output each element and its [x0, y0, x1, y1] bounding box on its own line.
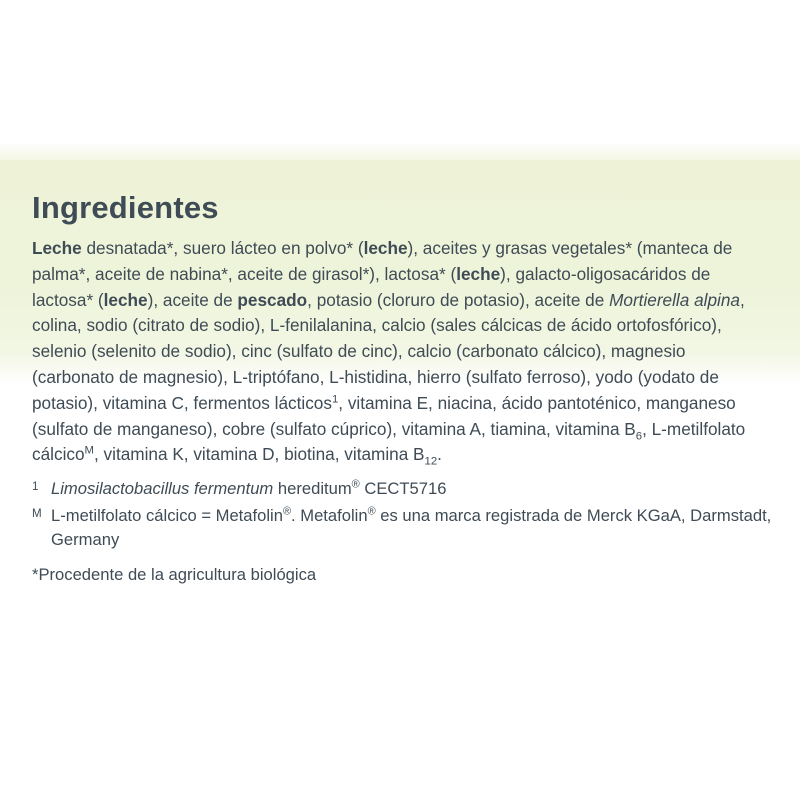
organic-origin-note: *Procedente de la agricultura biológica	[32, 564, 317, 584]
page-title: Ingredientes	[32, 190, 219, 225]
footnote-marker: 1	[32, 480, 39, 494]
ingredients-block	[32, 236, 772, 587]
footnotes-list	[32, 477, 772, 553]
footnote-item	[32, 504, 772, 553]
footnote-text-m: L-metilfolato cálcico = Metafolin®. Metafolin® es una marca registrada de Merck KGaA, Darmstadt, Germany	[51, 505, 772, 550]
footnote-item	[32, 477, 772, 502]
footnote-text-1: Limosilactobacillus fermentum hereditum® CECT5716	[51, 478, 447, 499]
ingredients-paragraph: Leche desnatada*, suero lácteo en polvo* (leche), aceites y grasas vegetales* (manteca de palma*, aceite de nabina*, aceite de girasol*), lactosa* (leche), galacto-oligosacáridos de lactosa* (leche), aceite de pescado, potasio (cloruro de potasio), aceite de Mortierella alpina, colina, sodio (citrato de sodio), L-fenilalanina, calcio (sales cálcicas de ácido ortofosfórico), selenio (selenito de sodio), cinc (sulfato de cinc), calcio (carbonato cálcico), magnesio (carbonato de magnesio), L-triptófano, L-histidina, hierro (sulfato ferroso), yodo (yodato de potasio), vitamina C, fermentos lácticos$^1$, vitamina E, niacina, ácido pantoténico, manganeso (sulfato de manganeso), cobre (sulfato cúprico), vitamina A, tiamina, vitamina $B_6$, L-metilfolato cálcico$^M$, vitamina K, vitamina D, biotina, vitamina $B_{12}$.	[32, 238, 746, 468]
footnote-marker: M	[32, 506, 42, 520]
